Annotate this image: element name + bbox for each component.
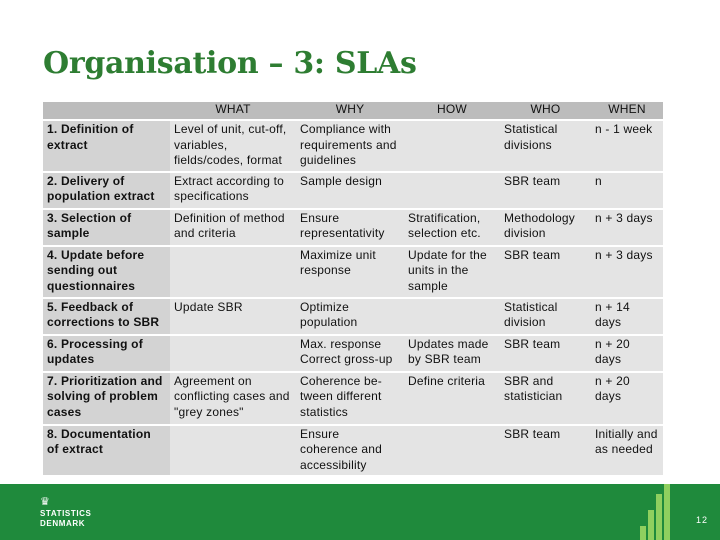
cell-why: Ensure coherence and accessibility — [296, 425, 404, 477]
cell-when: n + 20 days — [591, 335, 663, 372]
row-label: 4. Update before sending out questionnaires — [43, 246, 170, 298]
cell-how — [404, 425, 500, 477]
cell-what — [170, 425, 296, 477]
row-label: 1. Definition of extract — [43, 120, 170, 172]
row-label: 2. Delivery of population extract — [43, 172, 170, 209]
row-label: 6. Processing of updates — [43, 335, 170, 372]
cell-how: Update for the units in the sample — [404, 246, 500, 298]
table-row — [43, 246, 663, 298]
footer-bar — [0, 484, 720, 540]
header-who: WHO — [500, 102, 591, 120]
cell-who: Statistical divisions — [500, 120, 591, 172]
row-label: 7. Prioritization and solving of problem cases — [43, 372, 170, 425]
cell-what: Update SBR — [170, 298, 296, 335]
cell-who: SBR team — [500, 425, 591, 477]
cell-what — [170, 335, 296, 372]
header-how: HOW — [404, 102, 500, 120]
logo-line2: DENMARK — [40, 519, 86, 528]
decorative-bar — [648, 510, 654, 540]
table-row — [43, 298, 663, 335]
cell-why: Ensure representativity — [296, 209, 404, 246]
header-when: WHEN — [591, 102, 663, 120]
cell-why: Optimize population — [296, 298, 404, 335]
decorative-bars — [640, 484, 680, 540]
page-number: 12 — [695, 515, 708, 525]
cell-who: SBR team — [500, 246, 591, 298]
cell-who: SBR team — [500, 172, 591, 209]
cell-how — [404, 120, 500, 172]
cell-who: SBR and statistician — [500, 372, 591, 425]
cell-why: Maximize unit response — [296, 246, 404, 298]
cell-when: n + 20 days — [591, 372, 663, 425]
header-empty — [43, 102, 170, 120]
cell-when: n - 1 week — [591, 120, 663, 172]
cell-what — [170, 246, 296, 298]
header-what: WHAT — [170, 102, 296, 120]
crown-icon: ♛ — [40, 496, 50, 508]
cell-when: n + 3 days — [591, 246, 663, 298]
logo-line1: STATISTICS — [40, 509, 92, 518]
decorative-bar — [664, 484, 670, 540]
decorative-bar — [656, 494, 662, 540]
cell-how — [404, 298, 500, 335]
cell-what: Agreement on conflicting cases and "grey zones" — [170, 372, 296, 425]
cell-when: n + 3 days — [591, 209, 663, 246]
cell-who: Statistical division — [500, 298, 591, 335]
cell-what: Definition of method and criteria — [170, 209, 296, 246]
cell-why: Max. response Correct gross-up — [296, 335, 404, 372]
row-label: 3. Selection of sample — [43, 209, 170, 246]
cell-who: Methodology division — [500, 209, 591, 246]
cell-when: n — [591, 172, 663, 209]
cell-what: Extract according to specifications — [170, 172, 296, 209]
table-row — [43, 172, 663, 209]
cell-why: Compliance with requirements and guidelines — [296, 120, 404, 172]
cell-why: Sample design — [296, 172, 404, 209]
cell-when: n + 14 days — [591, 298, 663, 335]
cell-when: Initially and as needed — [591, 425, 663, 477]
cell-how: Stratification, selection etc. — [404, 209, 500, 246]
cell-how — [404, 172, 500, 209]
table-row — [43, 120, 663, 172]
table-row — [43, 425, 663, 477]
sla-table — [43, 102, 663, 477]
cell-why: Coherence be- tween different statistics — [296, 372, 404, 425]
cell-who: SBR team — [500, 335, 591, 372]
table-header-row — [43, 102, 663, 120]
table-row — [43, 372, 663, 425]
cell-what: Level of unit, cut-off, variables, fields/codes, format — [170, 120, 296, 172]
cell-how: Define criteria — [404, 372, 500, 425]
slide-title: Organisation – 3: SLAs — [43, 46, 417, 81]
row-label: 8. Documentation of extract — [43, 425, 170, 477]
cell-how: Updates made by SBR team — [404, 335, 500, 372]
table-row — [43, 335, 663, 372]
decorative-bar — [640, 526, 646, 540]
header-why: WHY — [296, 102, 404, 120]
row-label: 5. Feedback of corrections to SBR — [43, 298, 170, 335]
table-row — [43, 209, 663, 246]
